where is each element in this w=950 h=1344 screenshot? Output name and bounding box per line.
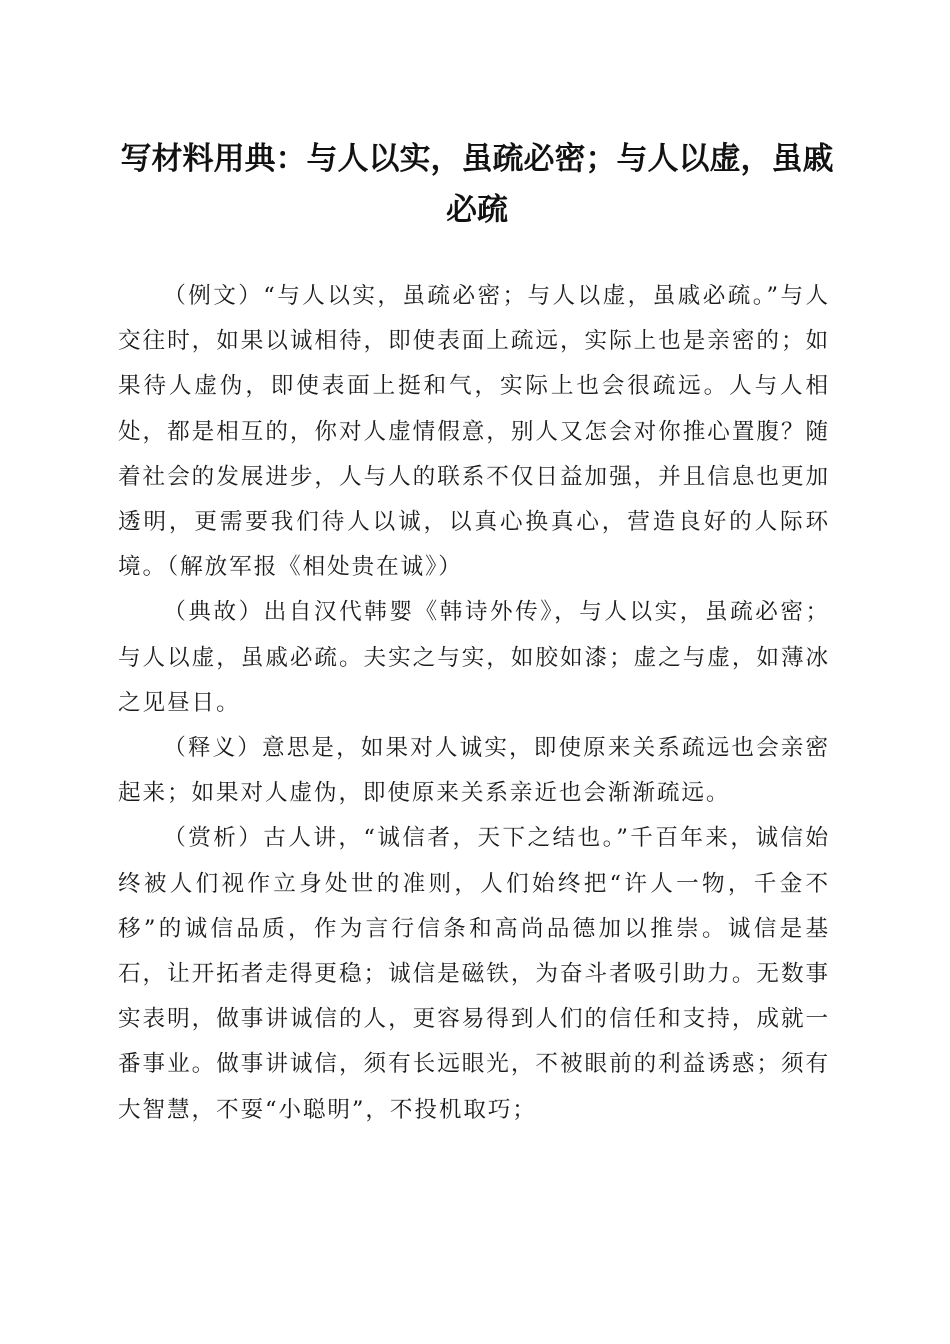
paragraph-meaning: （释义）意思是，如果对人诚实，即使原来关系疏远也会亲密起来；如果对人虚伪，即使原来关系亲近也会渐渐疏远。 bbox=[118, 735, 830, 807]
document-body bbox=[118, 274, 830, 1133]
paragraph-appreciation: （赏析）古人讲，“诚信者，天下之结也。”千百年来，诚信始终被人们视作立身处世的准则，人们始终把“许人一物，千金不移”的诚信品质，作为言行信条和高尚品德加以推崇。诚信是基石，让开拓者走得更稳；诚信是磁铁，为奋斗者吸引助力。无数事实表明，做事讲诚信的人，更容易得到人们的信任和支持，成就一番事业。做事讲诚信，须有长远眼光，不被眼前的利益诱惑；须有大智慧，不耍“小聪明”，不投机取巧； bbox=[118, 825, 831, 1123]
paragraph-example: （例文）“与人以实，虽疏必密；与人以虚，虽戚必疏。”与人交往时，如果以诚相待，即使表面上疏远，实际上也是亲密的；如果待人虚伪，即使表面上挺和气，实际上也会很疏远。人与人相处，都是相互的，你对人虚情假意，别人又怎会对你推心置腹？随着社会的发展进步，人与人的联系不仅日益加强，并且信息也更加透明，更需要我们待人以诚，以真心换真心，营造良好的人际环境。（解放军报《相处贵在诚》） bbox=[118, 283, 830, 581]
paragraph-allusion: （典故）出自汉代韩婴《韩诗外传》，与人以实，虽疏必密；与人以虚，虽戚必疏。夫实之与实，如胶如漆；虚之与虚，如薄冰之见昼日。 bbox=[118, 599, 830, 716]
document-title: 写材料用典：与人以实，虽疏必密；与人以虚，虽戚必疏 bbox=[120, 141, 834, 228]
